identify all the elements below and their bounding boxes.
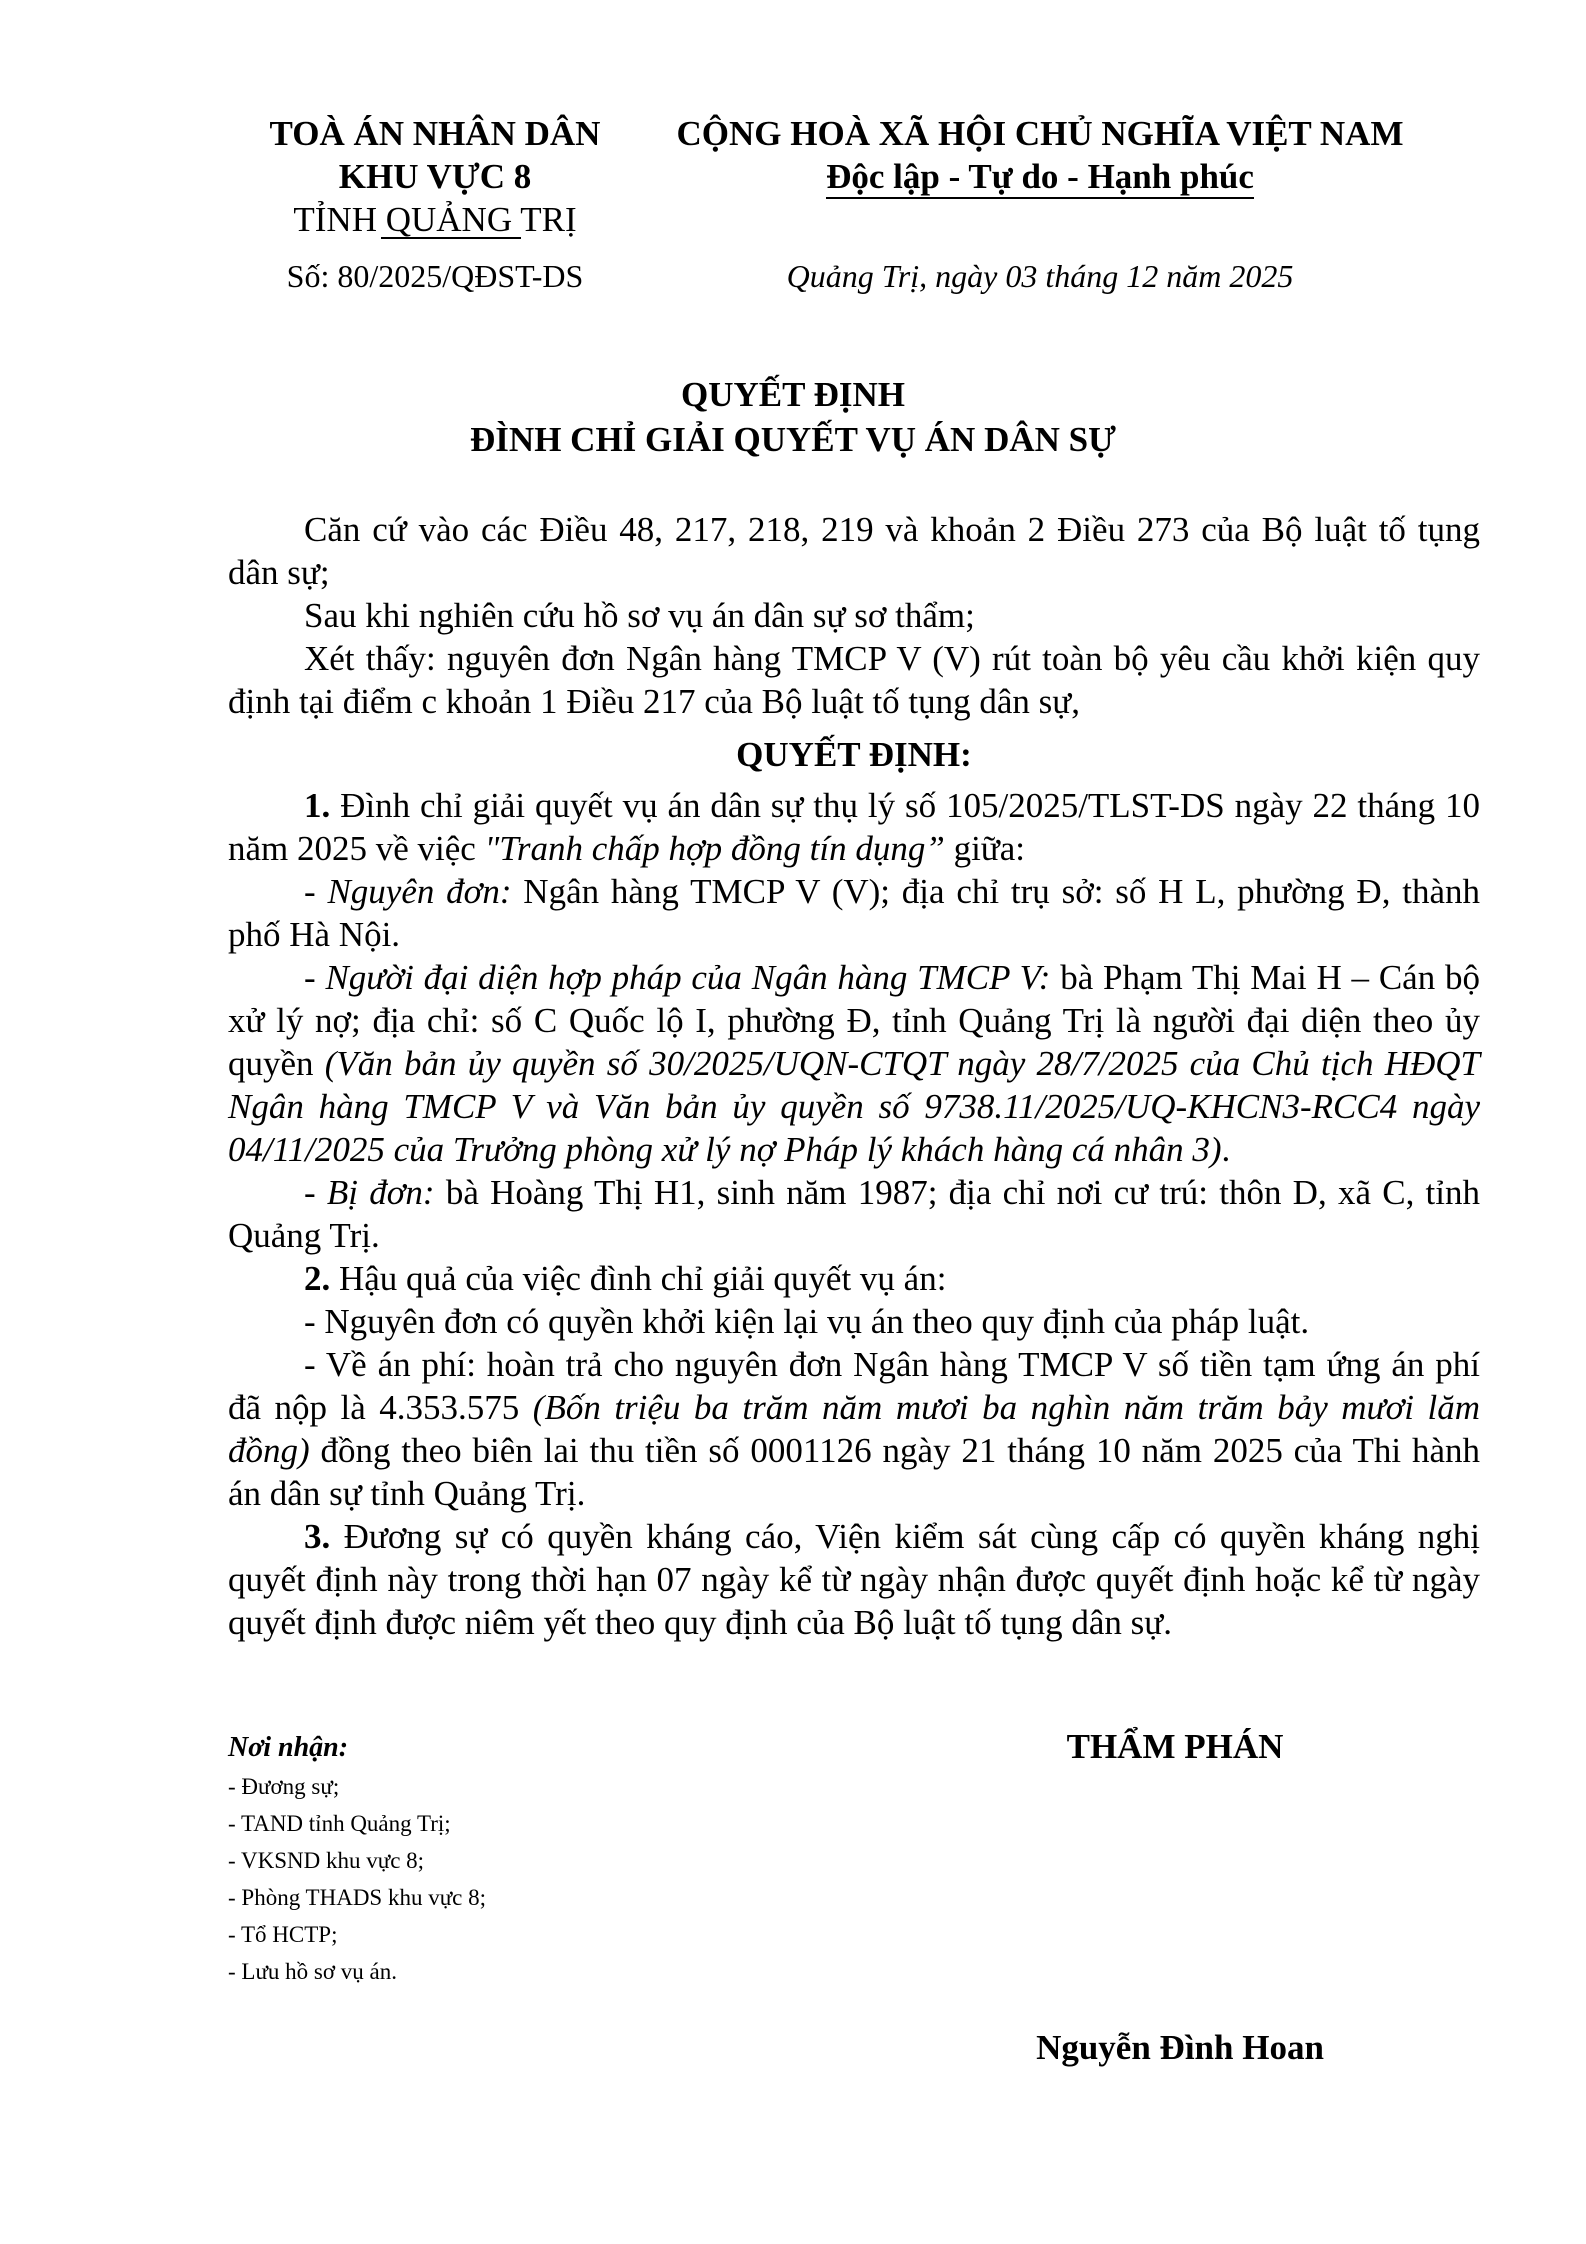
plaintiff-label: Nguyên đơn: bbox=[327, 872, 512, 911]
document-body bbox=[228, 508, 1480, 1644]
plaintiff-paragraph: - Nguyên đơn: Ngân hàng TMCP V (V); địa chỉ trụ sở: số H L, phường Đ, thành phố Hà Nội. bbox=[228, 872, 1480, 954]
recipients-list bbox=[228, 1768, 748, 1990]
recipient-item: - Tổ HCTP; bbox=[228, 1916, 748, 1953]
basis-paragraph-2: Sau khi nghiên cứu hồ sơ vụ án dân sự sơ thẩm; bbox=[304, 596, 975, 635]
recipients-title: Nơi nhận: bbox=[228, 1732, 349, 1763]
recipients-block bbox=[228, 1730, 748, 1990]
recipient-item: - Phòng THADS khu vực 8; bbox=[228, 1879, 748, 1916]
case-name: "Tranh chấp hợp đồng tín dụng” bbox=[484, 829, 945, 868]
decision-item-3: 3. Đương sự có quyền kháng cáo, Viện kiểm sát cùng cấp có quyền kháng nghị quyết định này trong thời hạn 07 ngày kể từ ngày nhận được quyết định hoặc kể từ ngày quyết định được niêm yết theo quy định của Bộ luật tố tụng dân sự. bbox=[228, 1517, 1480, 1642]
representative-label: Người đại diện hợp pháp của Ngân hàng TMCP V: bbox=[325, 958, 1051, 997]
national-title: CỘNG HOÀ XÃ HỘI CHỦ NGHĨA VIỆT NAM bbox=[676, 114, 1404, 153]
court-fee-paragraph: - Về án phí: hoàn trả cho nguyên đơn Ngân hàng TMCP V số tiền tạm ứng án phí đã nộp là 4.353.575 (Bốn triệu ba trăm năm mươi ba nghìn năm trăm bảy mươi lăm đồng) đồng theo biên lai thu tiền số 0001126 ngày 21 tháng 10 năm 2025 của Thi hành án dân sự tỉnh Quảng Trị. bbox=[228, 1345, 1481, 1513]
title-line2: ĐÌNH CHỈ GIẢI QUYẾT VỤ ÁN DÂN SỰ bbox=[470, 420, 1116, 459]
court-name-line1: TOÀ ÁN NHÂN DÂN bbox=[269, 114, 601, 153]
court-header bbox=[200, 112, 670, 241]
decision-item-2: 2. Hậu quả của việc đình chỉ giải quyết vụ án: bbox=[304, 1259, 947, 1298]
item-number: 3. bbox=[304, 1517, 331, 1556]
document-date: Quảng Trị, ngày 03 tháng 12 năm 2025 bbox=[786, 258, 1294, 294]
representative-paragraph: - Người đại diện hợp pháp của Ngân hàng TMCP V: bà Phạm Thị Mai H – Cán bộ xử lý nợ; địa chỉ: số C Quốc lộ I, phường Đ, tỉnh Quảng Trị là người đại diện theo ủy quyền (Văn bản ủy quyền số 30/2025/UQN-CTQT ngày 28/7/2025 của Chủ tịch HĐQT Ngân hàng TMCP V và Văn bản ủy quyền số 9738.11/2025/UQ-KHCN3-RCC4 ngày 04/11/2025 của Trưởng phòng xử lý nợ Pháp lý khách hàng cá nhân 3). bbox=[228, 958, 1481, 1169]
item-number: 2. bbox=[304, 1259, 331, 1298]
basis-paragraph-3: Xét thấy: nguyên đơn Ngân hàng TMCP V (V) rút toàn bộ yêu cầu khởi kiện quy định tại điểm c khoản 1 Điều 217 của Bộ luật tố tụng dân sự, bbox=[228, 639, 1480, 721]
judge-name: Nguyễn Đình Hoan bbox=[1036, 2028, 1324, 2067]
item-number: 1. bbox=[304, 786, 331, 825]
recipient-item: - VKSND khu vực 8; bbox=[228, 1842, 748, 1879]
national-header bbox=[640, 112, 1440, 199]
judge-title: THẨM PHÁN bbox=[1066, 1727, 1284, 1766]
recipient-item: - TAND tỉnh Quảng Trị; bbox=[228, 1805, 748, 1842]
recipient-item: - Đương sự; bbox=[228, 1768, 748, 1805]
document-title bbox=[0, 372, 1586, 462]
title-line1: QUYẾT ĐỊNH bbox=[681, 375, 905, 414]
document-number: Số: 80/2025/QĐST-DS bbox=[286, 258, 584, 294]
decision-item-1: 1. Đình chỉ giải quyết vụ án dân sự thụ lý số 105/2025/TLST-DS ngày 22 tháng 10 năm 2025 về việc "Tranh chấp hợp đồng tín dụng” giữa: bbox=[228, 786, 1480, 868]
court-province: TỈNH QUẢNG TRỊ bbox=[293, 200, 577, 239]
basis-paragraph-1: Căn cứ vào các Điều 48, 217, 218, 219 và khoản 2 Điều 273 của Bộ luật tố tụng dân sự; bbox=[228, 510, 1480, 592]
recipient-item: - Lưu hồ sơ vụ án. bbox=[228, 1953, 748, 1990]
consequence-paragraph: - Nguyên đơn có quyền khởi kiện lại vụ án theo quy định của pháp luật. bbox=[304, 1302, 1310, 1341]
authorization-reference: (Văn bản ủy quyền số 30/2025/UQN-CTQT ngày 28/7/2025 của Chủ tịch HĐQT Ngân hàng TMCP V và Văn bản ủy quyền số 9738.11/2025/UQ-KHCN3-RCC4 ngày 04/11/2025 của Trưởng phòng xử lý nợ Pháp lý khách hàng cá nhân 3) bbox=[228, 1044, 1480, 1169]
decision-heading: QUYẾT ĐỊNH: bbox=[736, 735, 972, 774]
national-motto: Độc lập - Tự do - Hạnh phúc bbox=[826, 157, 1254, 199]
fee-amount-words: (Bốn triệu ba trăm năm mươi ba nghìn năm trăm bảy mươi lăm đồng) bbox=[228, 1388, 1481, 1470]
defendant-label: Bị đơn: bbox=[326, 1173, 435, 1212]
court-name-line2: KHU VỰC 8 bbox=[338, 157, 532, 196]
defendant-paragraph: - Bị đơn: bà Hoàng Thị H1, sinh năm 1987; địa chỉ nơi cư trú: thôn D, xã C, tỉnh Quảng Trị. bbox=[228, 1173, 1481, 1255]
